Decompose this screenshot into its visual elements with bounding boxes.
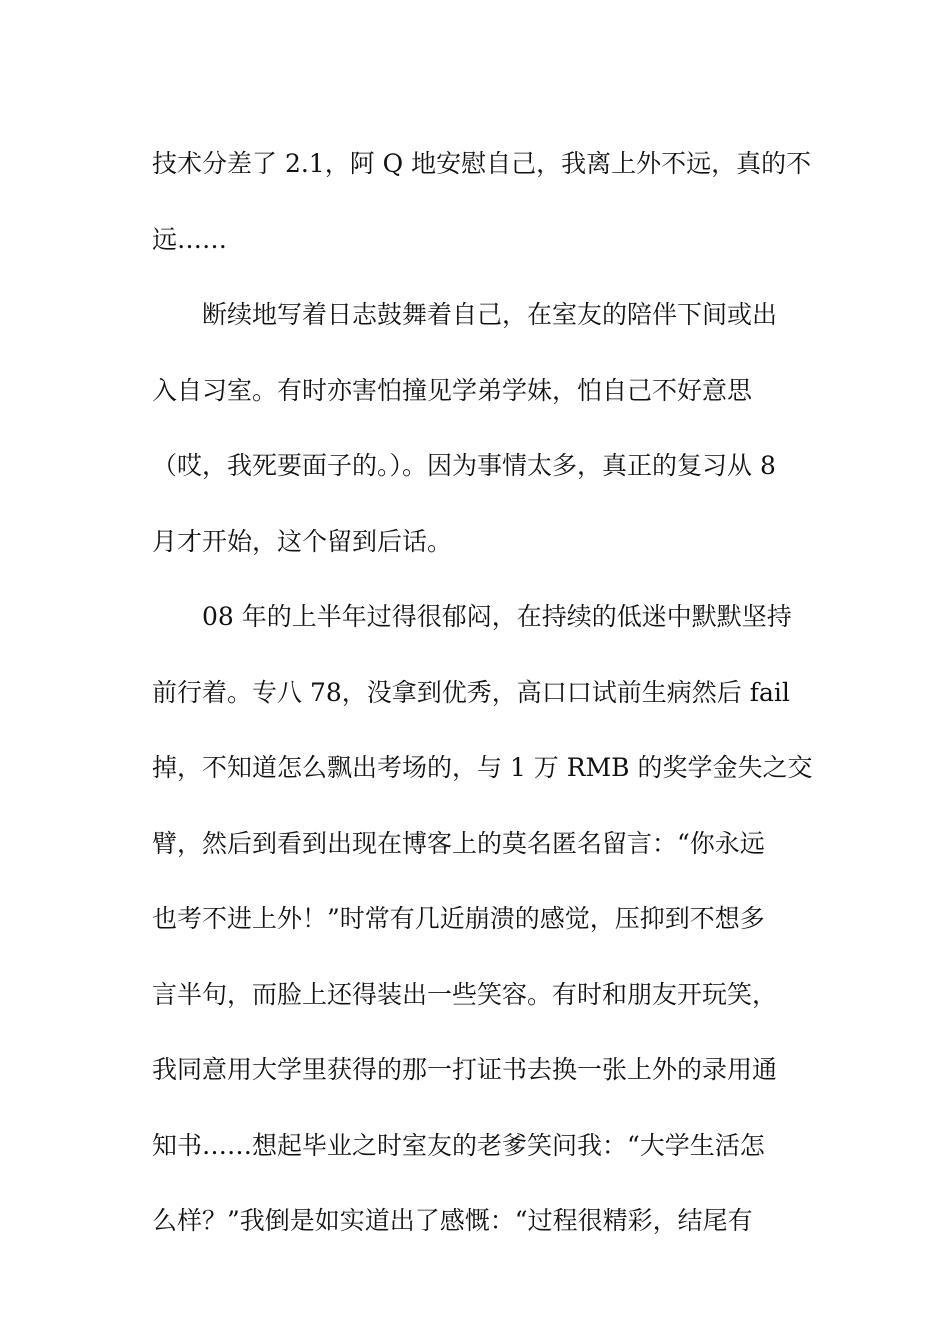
text-line: 臂，然后到看到出现在博客上的莫名匿名留言：“你永远 [152, 828, 765, 858]
text-line: 么样？”我倒是如实道出了感慨：“过程很精彩，结尾有 [152, 1206, 753, 1235]
body-text [152, 126, 812, 1259]
text-line: 远…… [152, 224, 228, 254]
text-line: 08 年的上半年过得很郁闷，在持续的低迷中默默坚持 [202, 602, 792, 631]
paragraph-1 [152, 126, 812, 277]
text-line: 断续地写着日志鼓舞着自己，在室友的陪伴下间或出 [202, 300, 778, 329]
text-line: 我同意用大学里获得的那一打证书去换一张上外的录用通 [152, 1055, 778, 1084]
text-line: 言半句，而脸上还得装出一些笑容。有时和朋友开玩笑， [152, 979, 778, 1009]
text-line: 掉，不知道怎么飘出考场的，与 1 万 RMB 的奖学金失之交 [152, 753, 813, 782]
text-line: 月才开始，这个留到后话。 [152, 526, 453, 556]
paragraph-2 [152, 277, 812, 579]
text-line: 技术分差了 2.1，阿 Q 地安慰自己，我离上外不远，真的不 [152, 149, 812, 178]
text-line: 知书……想起毕业之时室友的老爹笑问我：“大学生活怎 [152, 1130, 765, 1160]
paragraph-3 [152, 579, 812, 1259]
text-line: 前行着。专八 78，没拿到优秀，高口口试前生病然后 fail [152, 677, 790, 707]
text-line: 也考不进上外！”时常有几近崩溃的感觉，压抑到不想多 [152, 904, 765, 933]
text-line: （哎，我死要面子的。）。因为事情太多，真正的复习从 8 [152, 451, 776, 480]
text-line: 入自习室。有时亦害怕撞见学弟学妹，怕自己不好意思 [152, 375, 753, 405]
